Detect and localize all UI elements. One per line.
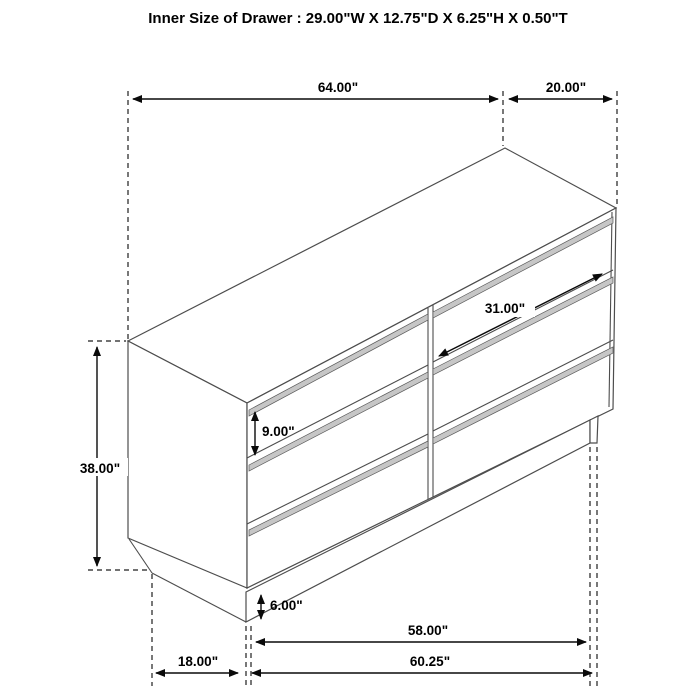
dim-label-base-height: 6.00" (270, 598, 303, 613)
dresser-drawing (128, 148, 616, 622)
dim-label-base-overall-width: 60.25" (409, 654, 451, 669)
dim-label-top-width: 64.00" (317, 80, 359, 95)
base-right-leg (590, 416, 598, 443)
dim-label-top-depth: 20.00" (545, 80, 587, 95)
diagram-title: Inner Size of Drawer : 29.00"W X 12.75"D X 6.25"H X 0.50"T (148, 10, 568, 27)
dim-label-overall-height: 38.00" (79, 461, 121, 476)
dim-label-base-inner-width: 58.00" (407, 623, 449, 638)
dim-label-drawer-front-width: 31.00" (484, 301, 526, 316)
dim-label-top-drawer-height: 9.00" (262, 424, 295, 439)
dim-label-base-depth: 18.00" (177, 654, 219, 669)
